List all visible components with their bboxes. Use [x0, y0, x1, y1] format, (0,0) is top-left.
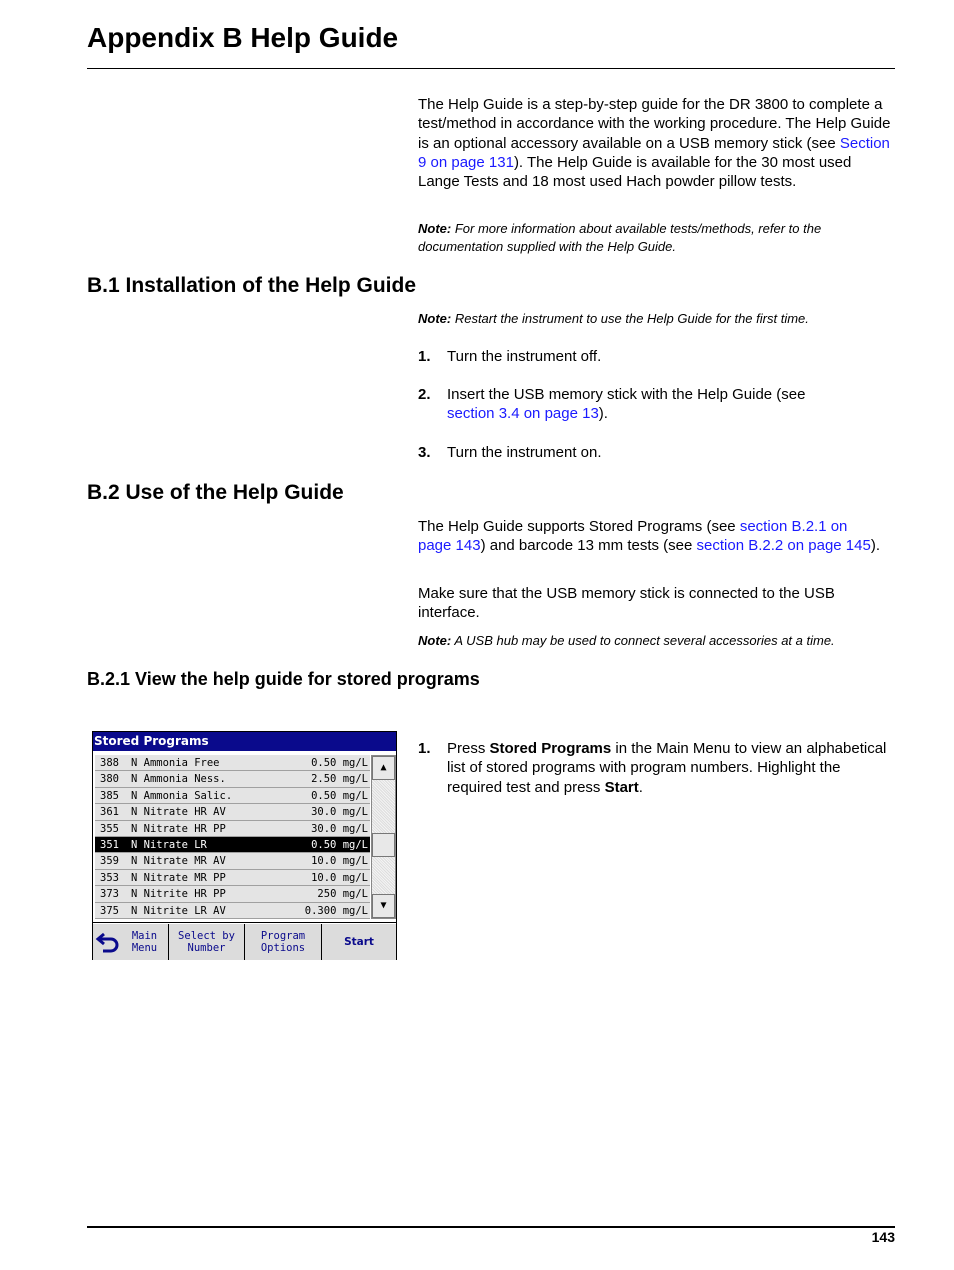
main-menu-label: Main Menu — [131, 930, 158, 954]
program-number: 375 — [100, 904, 119, 917]
program-range: 2.50 mg/L — [311, 773, 368, 786]
b2-note: Note: A USB hub may be used to connect several accessories at a time. — [418, 633, 835, 648]
section-b22-link[interactable]: section B.2.2 on page 145 — [696, 537, 871, 555]
program-number: 355 — [100, 822, 119, 835]
section-b2-heading: B.2 Use of the Help Guide — [87, 481, 344, 504]
program-range: 0.50 mg/L — [311, 789, 368, 802]
program-options-label: Program Options — [260, 930, 306, 954]
start-label: Start — [344, 936, 374, 948]
program-range: 0.50 mg/L — [311, 839, 368, 851]
program-row[interactable] — [95, 755, 370, 771]
program-name: N Nitrite HR PP — [131, 888, 226, 901]
b1-step-1: 1. Turn the instrument off. — [418, 348, 602, 365]
program-range: 250 mg/L — [317, 888, 368, 901]
list-scrollbar[interactable] — [371, 755, 396, 919]
program-row[interactable] — [95, 788, 370, 804]
program-name: N Nitrate MR AV — [131, 855, 226, 868]
program-list — [95, 755, 370, 919]
program-row[interactable] — [95, 886, 370, 902]
program-name: N Nitrate LR — [131, 839, 207, 851]
program-range: 10.0 mg/L — [311, 871, 368, 884]
select-by-number-button[interactable] — [169, 924, 245, 960]
b2-paragraph-1: The Help Guide supports Stored Programs (see section B.2.1 on page 143) and barcode 13 mm tests (see section B.2.2 on page 145). — [418, 518, 880, 555]
program-row[interactable] — [95, 903, 370, 919]
program-row[interactable] — [95, 853, 370, 869]
program-name: N Nitrate MR PP — [131, 871, 226, 884]
footer-divider — [87, 1226, 895, 1228]
section-b21-heading: B.2.1 View the help guide for stored programs — [87, 669, 480, 689]
scroll-thumb[interactable] — [372, 833, 395, 857]
program-name: N Nitrite LR AV — [131, 904, 226, 917]
intro-note: Note: For more information about available tests/methods, refer to the documentation supplied with the Help Guide. — [418, 221, 822, 254]
scroll-down-icon[interactable]: ▼ — [372, 894, 395, 918]
program-number: 351 — [100, 839, 119, 851]
section-b21-link[interactable]: section B.2.1 on page 143 — [418, 518, 848, 555]
section-9-link[interactable]: Section 9 on page 131 — [418, 134, 890, 171]
program-name: N Nitrate HR PP — [131, 822, 226, 835]
program-number: 373 — [100, 888, 119, 901]
program-row[interactable] — [95, 821, 370, 837]
program-range: 0.50 mg/L — [311, 757, 368, 769]
b21-step-1: 1. Press Stored Programs in the Main Menu to view an alphabetical list of stored programs with program numbers. Highlight the required test and press Start. — [418, 740, 887, 796]
program-number: 353 — [100, 871, 119, 884]
page-title: Appendix B Help Guide — [87, 22, 399, 53]
program-number: 385 — [100, 789, 119, 802]
select-by-number-label: Select by Number — [178, 930, 235, 954]
b1-note: Note: Restart the instrument to use the Help Guide for the first time. — [418, 311, 809, 326]
start-button[interactable] — [322, 924, 396, 960]
b2-paragraph-2: Make sure that the USB memory stick is connected to the USB interface. — [418, 585, 835, 622]
screen-title: Stored Programs — [93, 732, 396, 751]
program-number: 380 — [100, 773, 119, 786]
program-name: N Ammonia Free — [131, 757, 220, 769]
program-name: N Ammonia Salic. — [131, 789, 233, 802]
program-row[interactable] — [95, 870, 370, 886]
back-arrow-icon — [95, 930, 121, 954]
title-divider — [87, 68, 895, 69]
program-range: 30.0 mg/L — [311, 822, 368, 835]
page-number: 143 — [871, 1229, 895, 1245]
stored-programs-screenshot — [92, 731, 397, 960]
program-number: 359 — [100, 855, 119, 868]
screen-button-bar — [93, 922, 396, 959]
program-number: 361 — [100, 806, 119, 819]
section-b1-heading: B.1 Installation of the Help Guide — [87, 274, 417, 297]
program-name: N Nitrate HR AV — [131, 806, 226, 819]
b1-step-2: 2. Insert the USB memory stick with the Help Guide (see section 3.4 on page 13). — [418, 386, 806, 423]
program-range: 10.0 mg/L — [311, 855, 368, 868]
program-row[interactable] — [95, 771, 370, 787]
program-range: 30.0 mg/L — [311, 806, 368, 819]
program-options-button[interactable] — [245, 924, 322, 960]
b1-step-3: 3. Turn the instrument on. — [418, 444, 602, 461]
scroll-up-icon[interactable]: ▲ — [372, 756, 395, 780]
program-range: 0.300 mg/L — [304, 904, 368, 917]
program-number: 388 — [100, 757, 119, 769]
program-name: N Ammonia Ness. — [131, 773, 226, 786]
program-row[interactable] — [95, 804, 370, 820]
program-row[interactable] — [95, 837, 370, 853]
section-3-4-link[interactable]: section 3.4 on page 13 — [447, 405, 599, 423]
intro-paragraph: The Help Guide is a step-by-step guide for the DR 3800 to complete a test/method in accordance with the working procedure. The Help Guide is an optional accessory available on a USB memory stick (see Section 9 on page 131). The Help Guide is available for the 30 most used Lange Tests and 18 most used Hach powder pillow tests. — [418, 96, 891, 191]
main-menu-button[interactable] — [93, 924, 169, 960]
